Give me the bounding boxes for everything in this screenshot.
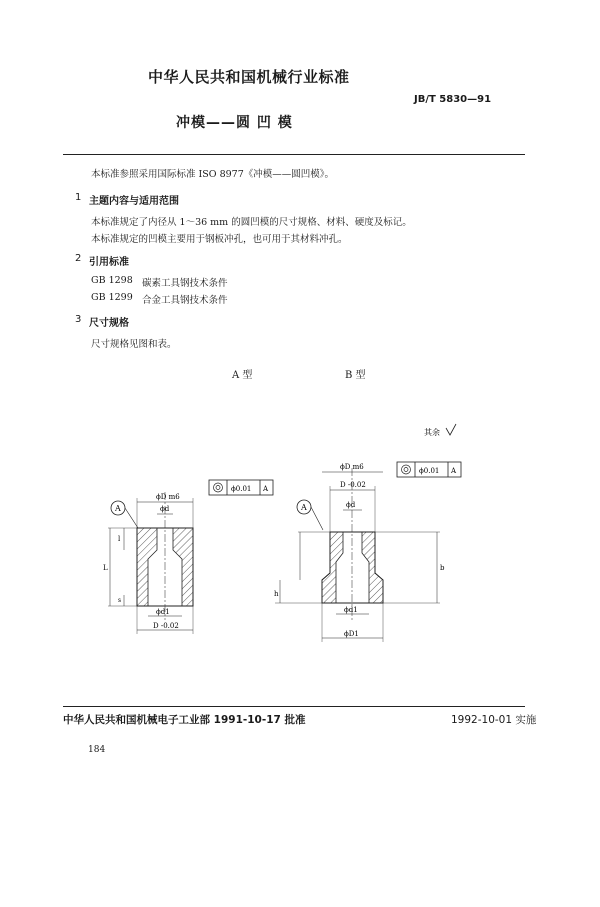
ref-name: 碳素工具钢技术条件 [142, 278, 228, 289]
section-2-number: 2 [75, 253, 82, 264]
intro-text: 本标准参照采用国际标准 ISO 8977《冲模——圆凹模》。 [91, 169, 335, 180]
standard-number: JB/T 5830—91 [414, 94, 492, 105]
effective-date: 1992-10-01 实施 [451, 714, 537, 726]
dim-D-b: D -0.02 [340, 481, 366, 489]
tolerance-value: ϕ0.01 [419, 467, 440, 475]
datum-circle-label: A [115, 504, 121, 513]
dim-h-b: h [274, 590, 279, 598]
footer-rule [63, 706, 525, 707]
concentricity-icon [402, 465, 411, 474]
dim-L-a: L [103, 564, 108, 572]
dim-phid-b: ϕd [346, 501, 356, 509]
tolerance-datum: A [263, 485, 269, 493]
header-rule [63, 154, 525, 155]
type-a-drawing [103, 480, 273, 634]
dim-phid1-a: ϕd1 [156, 608, 170, 616]
dim-D-a: D -0.02 [153, 622, 179, 630]
roughness-symbol-icon [446, 424, 456, 435]
dim-phiD1-b: ϕD1 [344, 630, 359, 638]
dim-phiDm-b: ϕD m6 [340, 463, 364, 471]
ref-code: GB 1299 [91, 292, 133, 303]
doc-title: 冲模——圆 凹 模 [176, 115, 293, 131]
type-b-label: B 型 [345, 370, 366, 381]
issued-by: 中华人民共和国机械电子工业部 1991-10-17 批准 [63, 714, 306, 726]
section-3-title: 尺寸规格 [89, 318, 129, 329]
tolerance-datum: A [451, 467, 457, 475]
dim-l-a: l [118, 535, 121, 543]
concentricity-icon [214, 483, 223, 492]
dim-s-a: s [118, 597, 122, 604]
datum-circle-label: A [301, 503, 307, 512]
section-2-title: 引用标准 [89, 257, 129, 268]
type-a-label: A 型 [232, 370, 253, 381]
section-1-number: 1 [75, 192, 82, 203]
section-1-para-1: 本标准规定了内径从 1～36 mm 的圆凹模的尺寸规格、材料、硬度及标记。 [91, 217, 412, 228]
ref-name: 合金工具钢技术条件 [142, 295, 228, 306]
tolerance-value: ϕ0.01 [231, 485, 252, 493]
dim-phiDm-a: ϕD m6 [156, 493, 180, 501]
section-3-number: 3 [75, 314, 82, 325]
dim-phid-a: ϕd [160, 505, 170, 513]
type-b-drawing [274, 462, 461, 642]
dim-phid1-b: ϕd1 [344, 606, 358, 614]
section-1-para-2: 本标准规定的凹模主要用于钢板冲孔，也可用于其材料冲孔。 [91, 234, 348, 245]
rest-roughness-note: 其余 [424, 428, 440, 437]
org-title: 中华人民共和国机械行业标准 [148, 68, 350, 86]
die-drawing [0, 410, 600, 660]
page-number: 184 [88, 745, 106, 755]
ref-code: GB 1298 [91, 275, 133, 286]
section-3-para: 尺寸规格见图和表。 [91, 339, 177, 350]
dim-b-b: b [440, 564, 445, 572]
section-1-title: 主题内容与适用范围 [89, 196, 179, 207]
